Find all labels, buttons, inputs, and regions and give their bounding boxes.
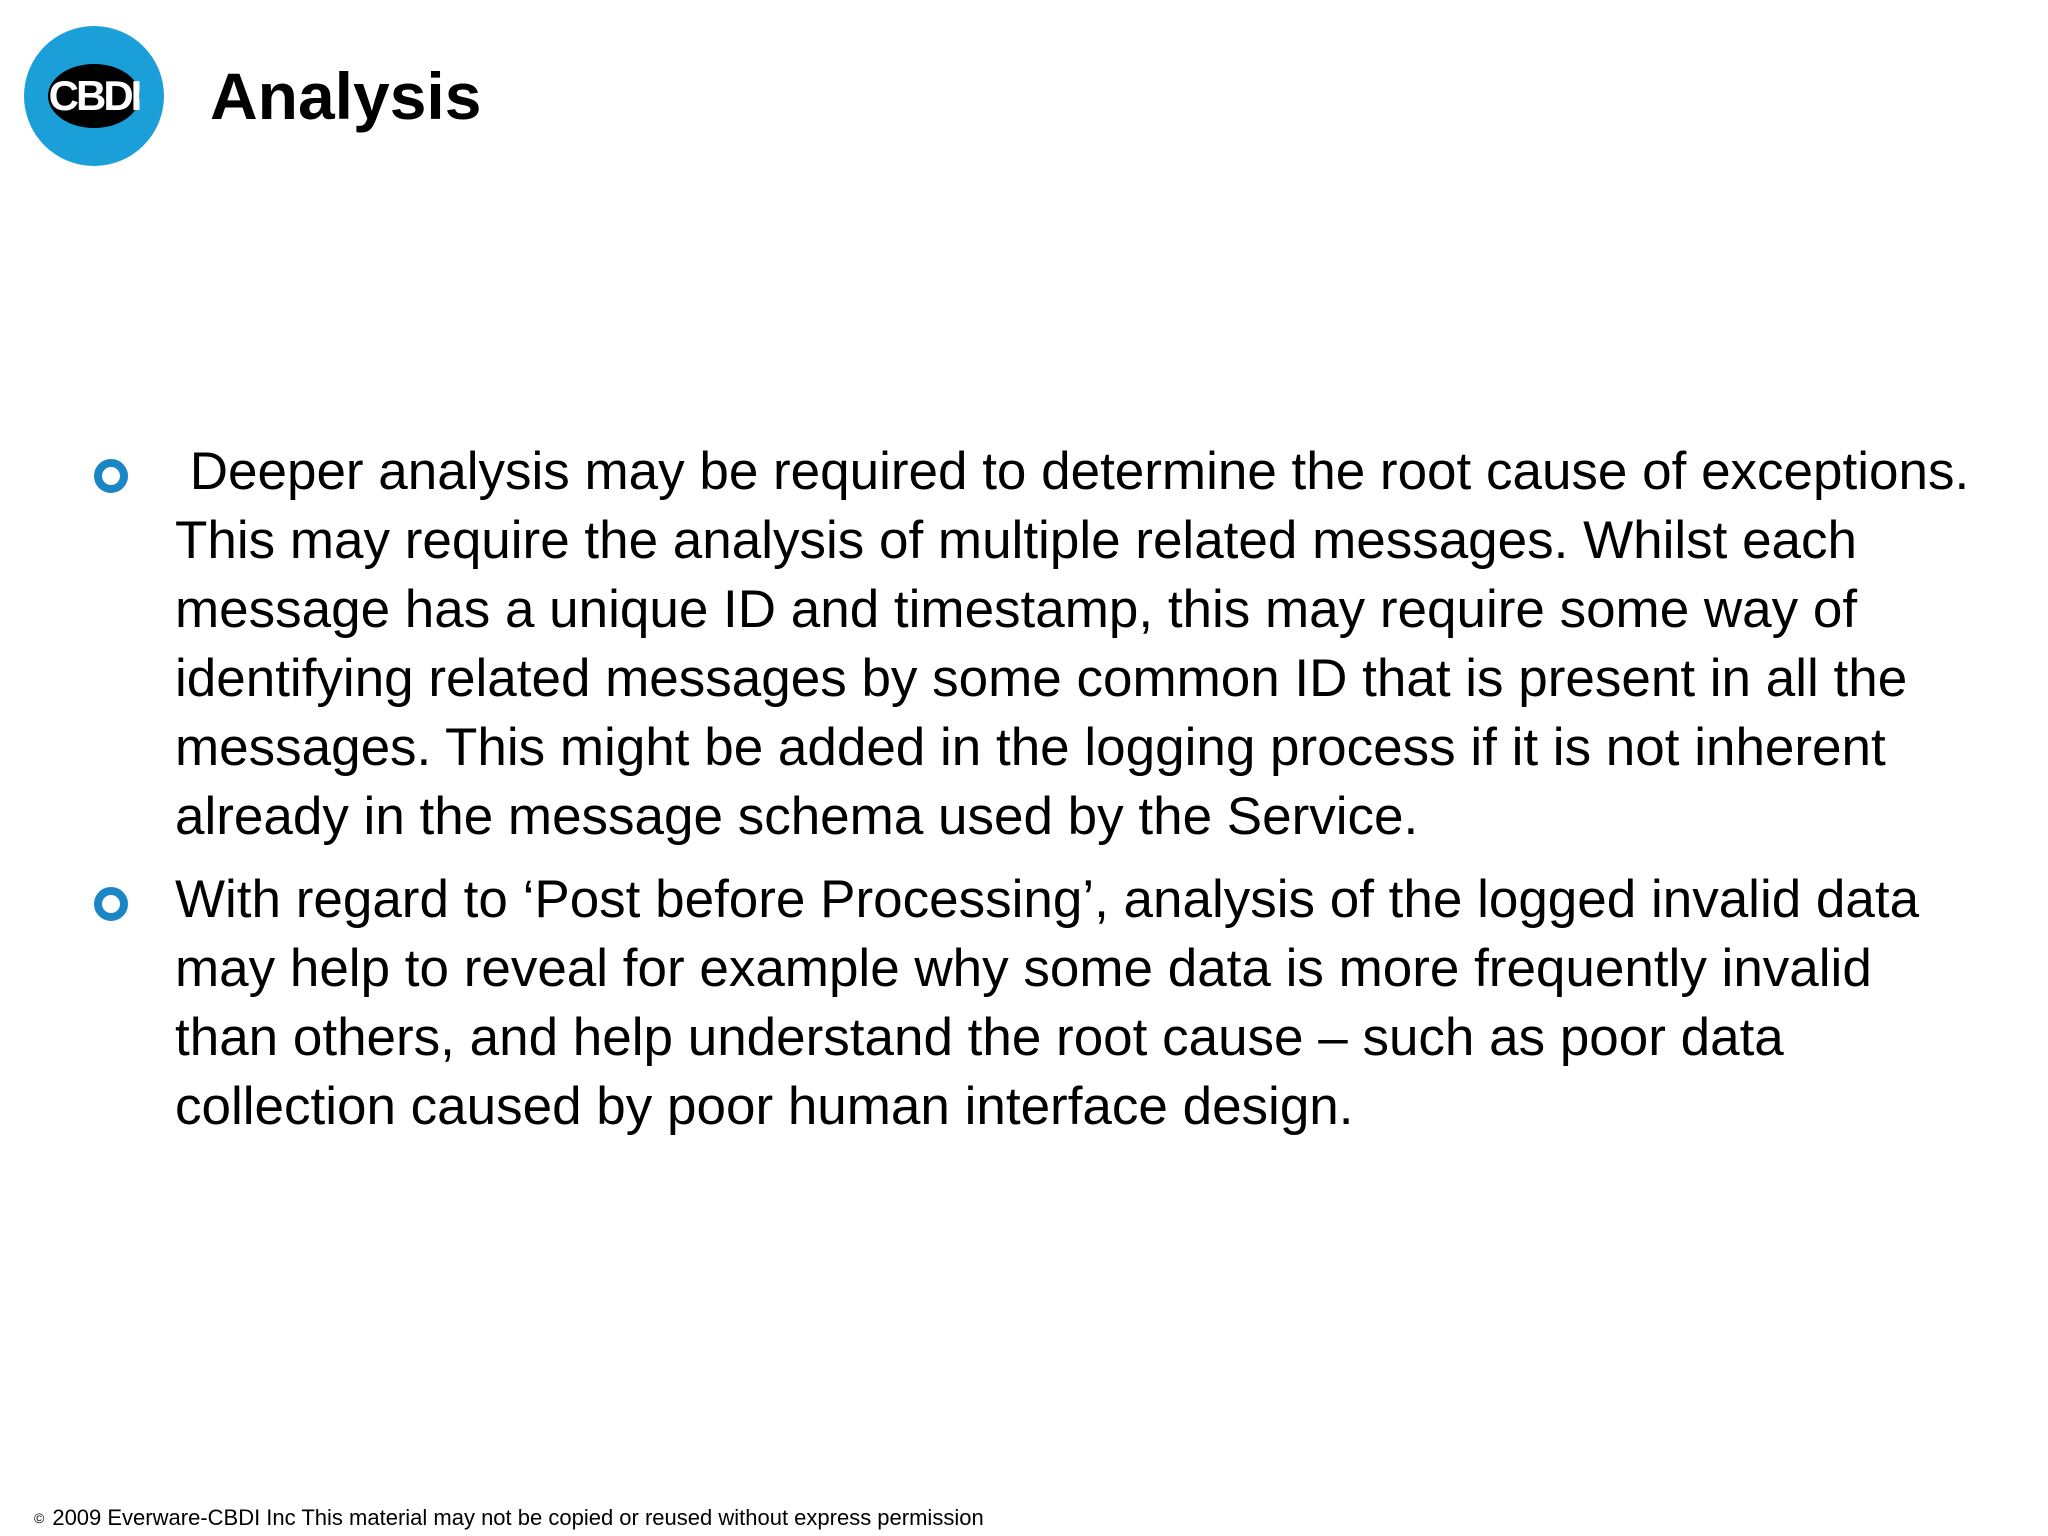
bullet-ring-icon (94, 459, 128, 493)
logo-text: CBDI (48, 72, 140, 119)
bullet-ring-icon (94, 887, 128, 921)
cbdi-logo (24, 26, 164, 166)
bullet-item (0, 865, 1975, 1141)
slide-title: Analysis (210, 59, 482, 133)
footer-copyright (34, 1504, 984, 1532)
footer-text: 2009 Everware-CBDI Inc This material may not be copied or reused without express permission (52, 1505, 984, 1530)
copyright-symbol: © (34, 1510, 45, 1526)
bullet-text: Deeper analysis may be required to determine the root cause of exceptions. This may require the analysis of multiple related messages. Whilst each message has a unique ID and timestamp, this may require some way of identifying related messages by some common ID that is present in all the messages. This might be added in the logging process if it is not inherent already in the message schema used by the Service. (175, 442, 1983, 846)
bullet-item (0, 437, 1983, 851)
bullet-text: With regard to ‘Post before Processing’, analysis of the logged invalid data may help to reveal for example why some data is more frequently invalid than others, and help understand the root cause – such as poor data collection caused by poor human interface design. (175, 870, 1920, 1136)
bullet-list (0, 437, 2048, 1155)
